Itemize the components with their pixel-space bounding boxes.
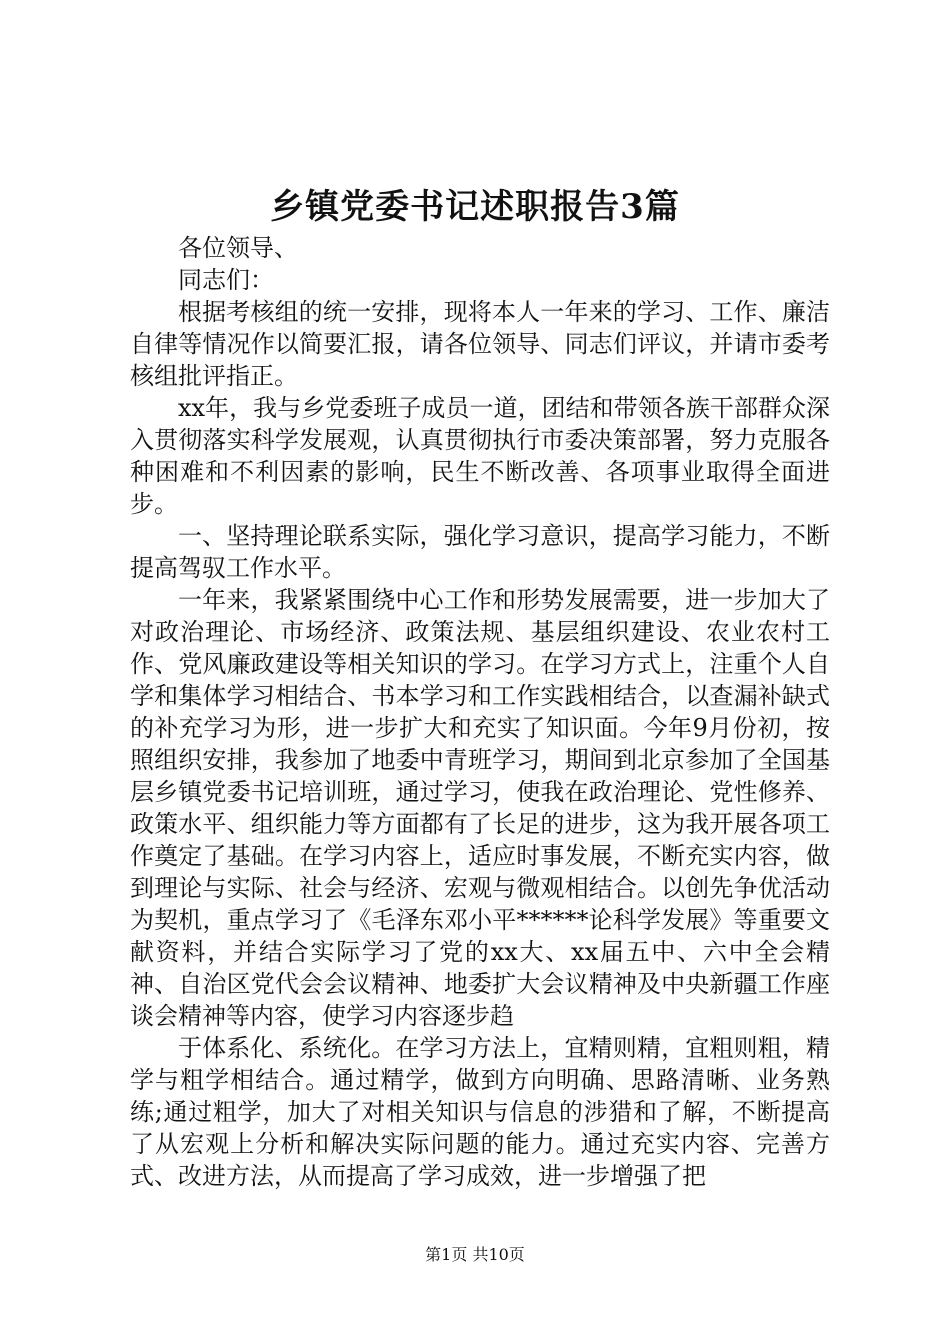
paragraph: xx年，我与乡党委班子成员一道，团结和带领各族干部群众深入贯彻落实科学发展观，认真贯彻执行市委决策部署，努力克服各种困难和不利因素的影响，民生不断改善、各项事业取得全面进步。 <box>130 394 830 518</box>
paragraph: 同志们： <box>178 266 274 294</box>
paragraph: 一年来，我紧紧围绕中心工作和形势发展需要，进一步加大了对政治理论、市场经济、政策法规、基层组织建设、农业农村工作、党风廉政建设等相关知识的学习。在学习方式上，注重个人自学和集体学习相结合、书本学习和工作实践相结合，以查漏补缺式的补充学习为形，进一步扩大和充实了知识面。今年9月份初，按照组织安排，我参加了地委中青班学习，期间到北京参加了全国基层乡镇党委书记培训班，通过学习，使我在政治理论、党性修养、政策水平、组织能力等方面都有了长足的进步，这为我开展各项工作奠定了基础。在学习内容上，适应时事发展，不断充实内容，做到理论与实际、社会与经济、宏观与微观相结合。以创先争优活动为契机，重点学习了《毛泽东邓小平******论科学发展》等重要文献资料，并结合实际学习了党的xx大、xx届五中、六中全会精神、自治区党代会会议精神、地委扩大会议精神及中央新疆工作座谈会精神等内容，使学习内容逐步趋 <box>130 586 830 1030</box>
paragraph: 于体系化、系统化。在学习方法上，宜精则精，宜粗则粗，精学与粗学相结合。通过精学，做到方向明确、思路清晰、业务熟练;通过粗学，加大了对相关知识与信息的涉猎和了解，不断提高了从宏观上分析和解决实际问题的能力。通过充实内容、完善方式、改进方法，从而提高了学习成效，进一步增强了把 <box>130 1034 830 1190</box>
document-title: 乡镇党委书记述职报告3篇 <box>270 187 680 227</box>
page-footer: 第1页 共10页 <box>425 1245 525 1264</box>
paragraph: 各位领导、 <box>178 234 298 262</box>
document-body <box>130 232 830 1192</box>
paragraph: 根据考核组的统一安排，现将本人一年来的学习、工作、廉洁自律等情况作以简要汇报，请各位领导、同志们评议，并请市委考核组批评指正。 <box>130 298 830 390</box>
section-heading: 一、坚持理论联系实际，强化学习意识，提高学习能力，不断提高驾驭工作水平。 <box>130 522 830 582</box>
